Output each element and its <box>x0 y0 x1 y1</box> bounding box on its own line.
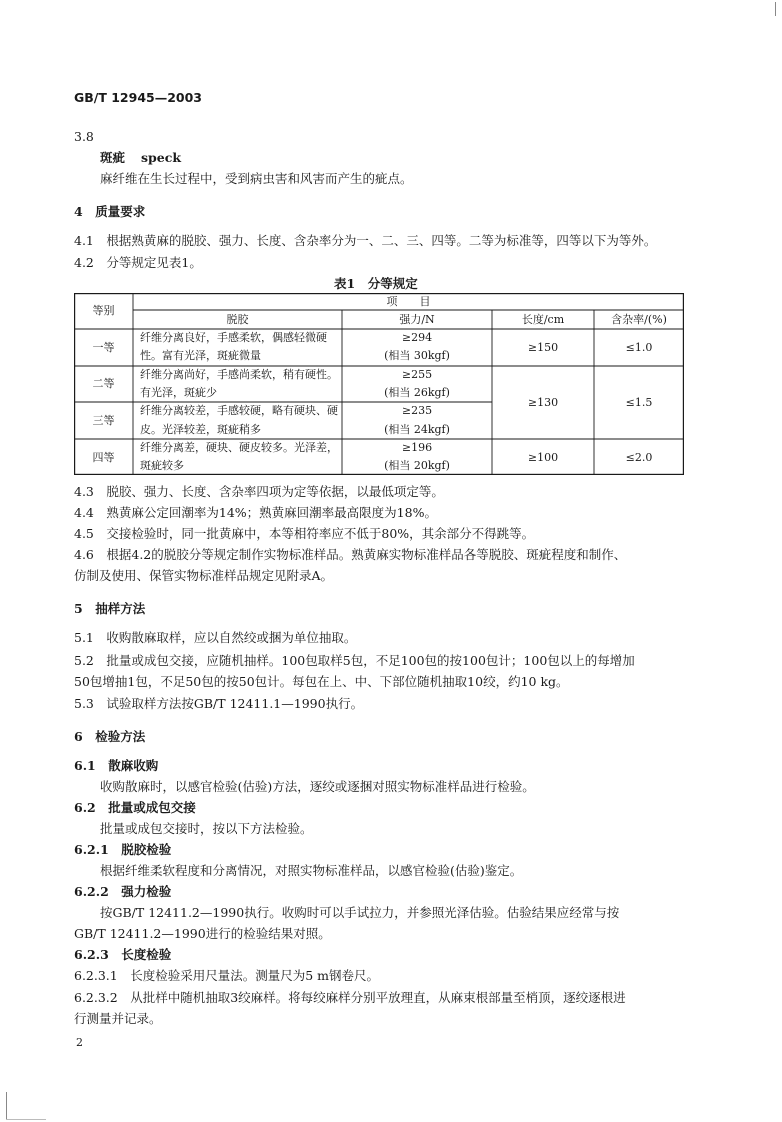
paragraph: 4.3 脱胶、强力、长度、含杂率四项为定等依据，以最低项定等。 <box>74 484 444 499</box>
paragraph: 按GB/T 12411.2—1990执行。收购时可以手试拉力，并参照光泽估验。估验结果应经常与按 <box>100 905 620 920</box>
grade-cell: 一等 <box>92 341 115 354</box>
degum-cell: 纤维分离差，硬块、硬皮较多。光泽差， <box>140 441 338 454</box>
term-definition: 麻纤维在生长过程中，受到病虫害和风害而产生的疵点。 <box>100 171 413 186</box>
degum-cell: 有光泽，斑疵少 <box>140 386 217 399</box>
grade-cell: 三等 <box>92 414 115 427</box>
degum-cell: 纤维分离良好，手感柔软，偶感轻微硬 <box>140 331 327 344</box>
strength-cell: (相当 30kgf) <box>384 349 450 362</box>
degum-cell: 斑疵较多 <box>140 459 184 472</box>
degum-cell: 纤维分离尚好，手感尚柔软，稍有硬性。 <box>140 368 338 381</box>
header-length: 长度/cm <box>521 313 565 326</box>
paragraph: 5.3 试验取样方法按GB/T 12411.1—1990执行。 <box>74 696 364 711</box>
paragraph: GB/T 12411.2—1990进行的检验结果对照。 <box>74 926 331 941</box>
paragraph: 4.1 根据熟黄麻的脱胶、强力、长度、含杂率分为一、二、三、四等。二等为标准等，四等以下为等外。 <box>74 233 657 248</box>
page-number: 2 <box>76 1036 83 1049</box>
scan-edge-mark <box>775 2 776 16</box>
paragraph: 批量或成包交接时，按以下方法检验。 <box>100 821 313 836</box>
header-items: 项 目 <box>386 295 431 308</box>
length-cell: ≥130 <box>527 396 559 409</box>
paragraph: 4.6 根据4.2的脱胶分等规定制作实物标准样品。熟黄麻实物标准样品各等脱胶、斑疵程度和制作、 <box>74 547 627 562</box>
term-cn: 斑疵 <box>100 150 126 165</box>
length-cell: ≥150 <box>527 341 559 354</box>
header-degum: 脱胶 <box>226 313 249 326</box>
strength-cell: (相当 26kgf) <box>384 386 450 399</box>
strength-cell: (相当 24kgf) <box>384 423 450 436</box>
impurity-cell: ≤1.5 <box>625 396 653 409</box>
impurity-cell: ≤1.0 <box>625 341 653 354</box>
paragraph: 5.2 批量或成包交接，应随机抽样。100包取样5包，不足100包的按100包计；100包以上的每增加 <box>74 653 635 668</box>
paragraph: 50包增抽1包，不足50包的按50包计。每包在上、中、下部位随机抽取10绞，约10 kg。 <box>74 674 569 689</box>
degum-cell: 性。富有光泽，斑疵微量 <box>140 349 261 362</box>
scan-edge-mark <box>6 1119 46 1120</box>
section-heading: 4 质量要求 <box>74 204 146 219</box>
grade-cell: 四等 <box>92 451 115 464</box>
paragraph: 根据纤维柔软程度和分离情况，对照实物标准样品，以感官检验(估验)鉴定。 <box>100 863 523 878</box>
paragraph: 仿制及使用、保管实物标准样品规定见附录A。 <box>74 568 334 583</box>
paragraph: 6.2.3.2 从批样中随机抽取3绞麻样。将每绞麻样分别平放理直，从麻束根部量至梢顶，逐绞逐根进 <box>74 990 626 1005</box>
impurity-cell: ≤2.0 <box>625 451 653 464</box>
grading-table <box>74 293 684 475</box>
strength-cell: ≥255 <box>401 368 433 381</box>
scan-edge-mark <box>6 1092 7 1120</box>
subsection-heading: 6.2 批量或成包交接 <box>74 800 196 815</box>
paragraph: 6.2.3.1 长度检验采用尺量法。测量尺为5 m钢卷尺。 <box>74 968 380 983</box>
strength-cell: (相当 20kgf) <box>384 459 450 472</box>
degum-cell: 纤维分离较差，手感较硬，略有硬块、硬 <box>140 404 338 417</box>
paragraph: 5.1 收购散麻取样，应以自然绞或捆为单位抽取。 <box>74 630 357 645</box>
subsection-heading: 6.2.1 脱胶检验 <box>74 842 172 857</box>
header-strength: 强力/N <box>399 313 435 326</box>
strength-cell: ≥196 <box>401 441 433 454</box>
header-impurity: 含杂率/(%) <box>611 313 667 326</box>
section-heading: 6 检验方法 <box>74 729 146 744</box>
header-grade: 等别 <box>92 304 115 317</box>
term-en: speck <box>141 150 182 165</box>
length-cell: ≥100 <box>527 451 559 464</box>
subsection-heading: 6.1 散麻收购 <box>74 758 159 773</box>
paragraph: 4.5 交接检验时，同一批黄麻中，本等相符率应不低于80%，其余部分不得跳等。 <box>74 526 535 541</box>
standard-number: GB/T 12945—2003 <box>74 90 203 105</box>
subsection-heading: 6.2.3 长度检验 <box>74 947 172 962</box>
strength-cell: ≥235 <box>401 404 433 417</box>
strength-cell: ≥294 <box>401 331 433 344</box>
paragraph: 行测量并记录。 <box>74 1011 162 1026</box>
paragraph: 4.2 分等规定见表1。 <box>74 255 202 270</box>
paragraph: 收购散麻时，以感官检验(估验)方法，逐绞或逐捆对照实物标准样品进行检验。 <box>100 779 535 794</box>
clause-number: 3.8 <box>74 129 94 144</box>
degum-cell: 皮。光泽较差，斑疵稍多 <box>140 423 261 436</box>
subsection-heading: 6.2.2 强力检验 <box>74 884 172 899</box>
paragraph: 4.4 熟黄麻公定回潮率为14%；熟黄麻回潮率最高限度为18%。 <box>74 505 437 520</box>
table-caption: 表1 分等规定 <box>334 276 418 291</box>
grade-cell: 二等 <box>92 377 115 390</box>
section-heading: 5 抽样方法 <box>74 601 146 616</box>
